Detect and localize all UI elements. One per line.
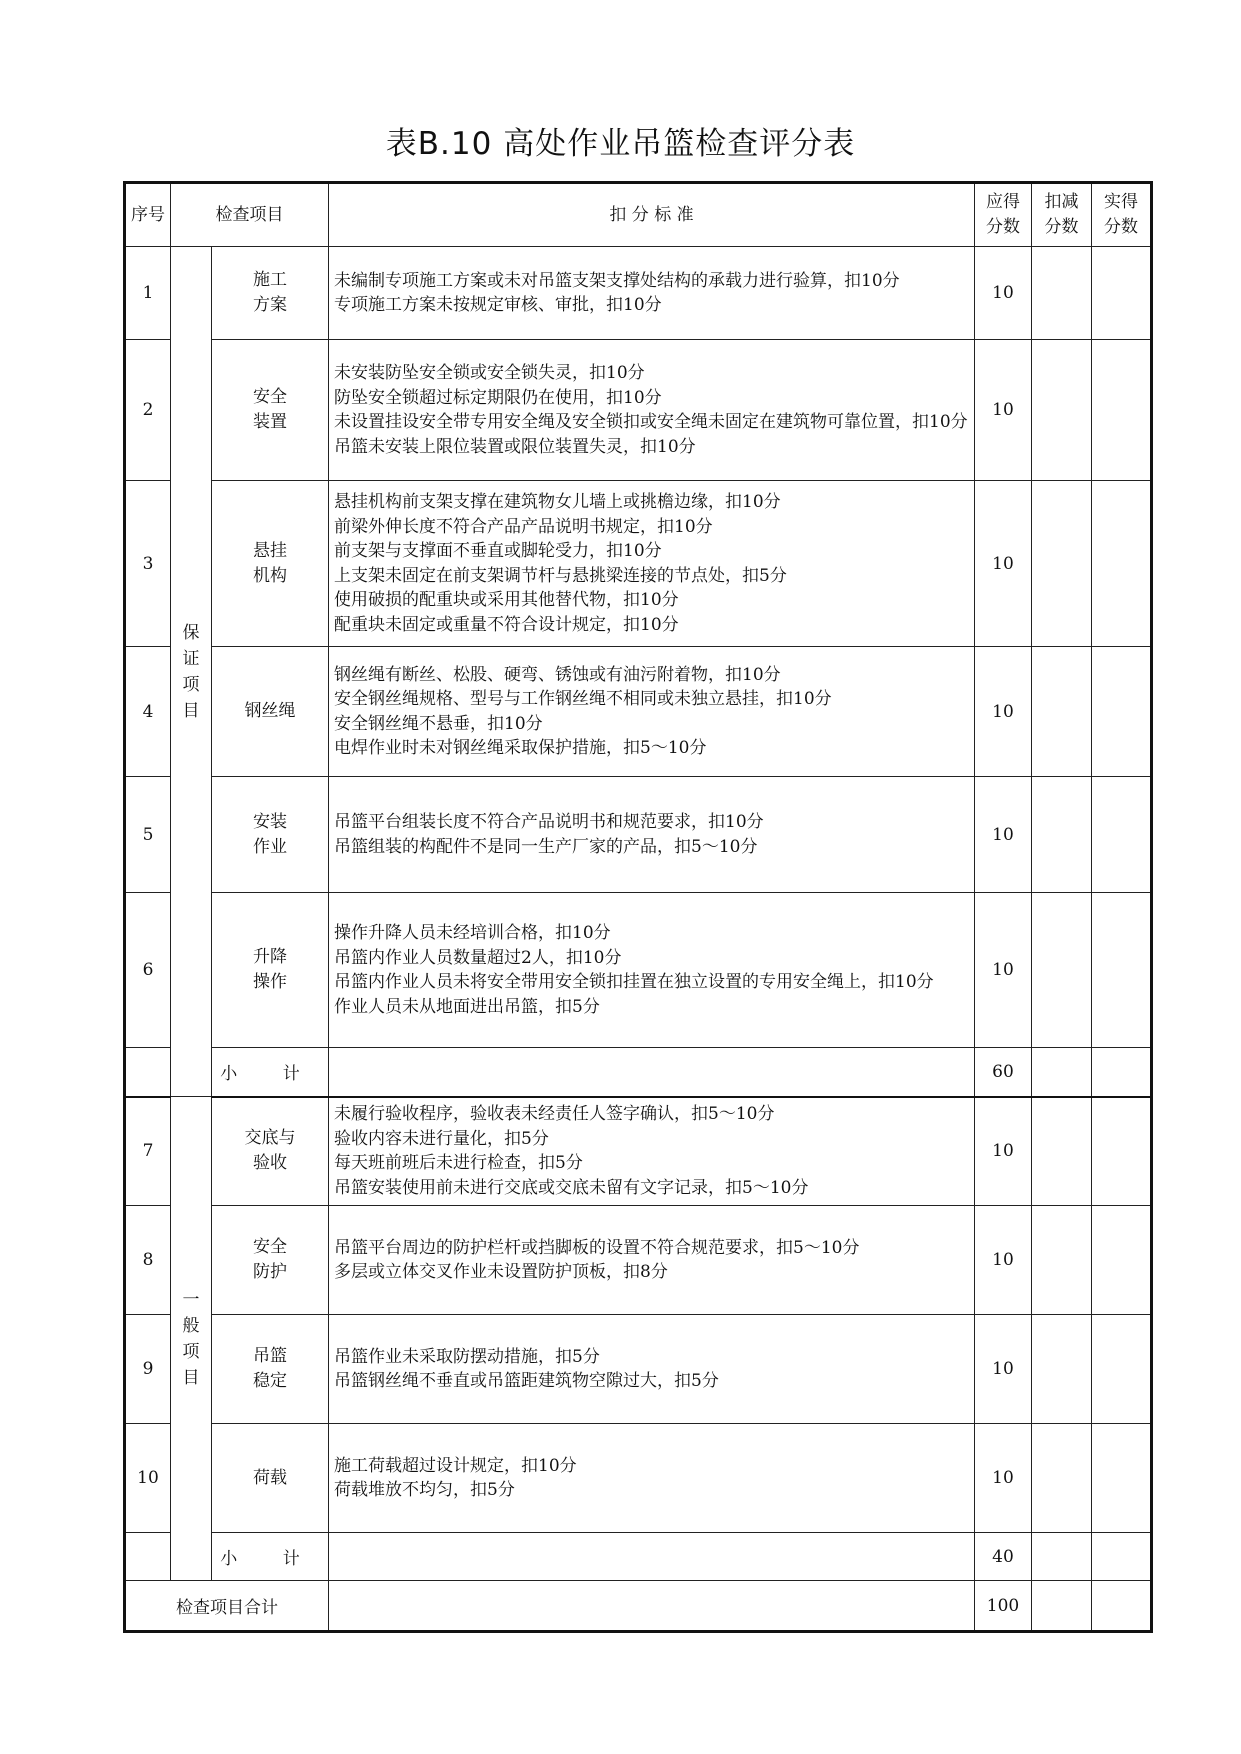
row-actual-score <box>1092 1424 1152 1533</box>
table-row <box>125 1206 1152 1315</box>
row-should-score: 10 <box>975 340 1032 481</box>
row-criteria: 施工荷载超过设计规定，扣10分 荷载堆放不均匀，扣5分 <box>329 1424 975 1533</box>
table-row <box>125 1424 1152 1533</box>
row-item-name: 安全防护 <box>212 1206 329 1315</box>
row-deduct-score <box>1032 1097 1092 1206</box>
table-row <box>125 1315 1152 1424</box>
row-actual-score <box>1092 647 1152 777</box>
row-should-score: 10 <box>975 647 1032 777</box>
row-item-name: 施工方案 <box>212 247 329 340</box>
total-row <box>125 1581 1152 1632</box>
header-deduct-score: 扣减分数 <box>1032 183 1092 247</box>
row-criteria: 未履行验收程序，验收表未经责任人签字确认，扣5～10分 验收内容未进行量化，扣5分 每天班前班后未进行检查，扣5分 吊篮安装使用前未进行交底或交底未留有文字记录，扣5～10分 <box>329 1097 975 1206</box>
table-row <box>125 247 1152 340</box>
header-actual-score: 实得分数 <box>1092 183 1152 247</box>
total-should-score: 100 <box>975 1581 1032 1632</box>
header-should-score: 应得分数 <box>975 183 1032 247</box>
row-deduct-score <box>1032 1533 1092 1581</box>
table-row <box>125 777 1152 893</box>
row-seq: 10 <box>125 1424 171 1533</box>
row-should-score: 10 <box>975 1206 1032 1315</box>
row-should-score: 10 <box>975 481 1032 647</box>
row-should-score: 10 <box>975 1424 1032 1533</box>
row-actual-score <box>1092 893 1152 1048</box>
subtotal-row <box>125 1048 1152 1097</box>
subtotal-row <box>125 1533 1152 1581</box>
row-criteria: 吊篮平台周边的防护栏杆或挡脚板的设置不符合规范要求，扣5～10分 多层或立体交叉作业未设置防护顶板，扣8分 <box>329 1206 975 1315</box>
row-criteria: 钢丝绳有断丝、松股、硬弯、锈蚀或有油污附着物，扣10分 安全钢丝绳规格、型号与工作钢丝绳不相同或未独立悬挂，扣10分 安全钢丝绳不悬垂，扣10分 电焊作业时未对钢丝绳采取保护措施，扣5～10分 <box>329 647 975 777</box>
row-seq: 4 <box>125 647 171 777</box>
row-criteria: 未安装防坠安全锁或安全锁失灵，扣10分 防坠安全锁超过标定期限仍在使用，扣10分 未设置挂设安全带专用安全绳及安全锁扣或安全绳未固定在建筑物可靠位置，扣10分 吊篮未安装上限位装置或限位装置失灵，扣10分 <box>329 340 975 481</box>
row-seq <box>125 1048 171 1097</box>
row-actual-score <box>1092 1206 1152 1315</box>
row-item-name: 钢丝绳 <box>212 647 329 777</box>
row-actual-score <box>1092 247 1152 340</box>
subtotal-general: 40 <box>975 1533 1032 1581</box>
row-deduct-score <box>1032 340 1092 481</box>
total-label: 检查项目合计 <box>125 1581 329 1632</box>
row-seq: 3 <box>125 481 171 647</box>
table-row <box>125 340 1152 481</box>
table-row <box>125 647 1152 777</box>
row-deduct-score <box>1032 1206 1092 1315</box>
subtotal-label: 小 计 <box>212 1048 329 1097</box>
row-actual-score <box>1092 1048 1152 1097</box>
row-should-score: 10 <box>975 247 1032 340</box>
subtotal-guarantee: 60 <box>975 1048 1032 1097</box>
row-criteria: 悬挂机构前支架支撑在建筑物女儿墙上或挑檐边缘，扣10分 前梁外伸长度不符合产品产品说明书规定，扣10分 前支架与支撑面不垂直或脚轮受力，扣10分 上支架未固定在前支架调节杆与悬挑梁连接的节点处，扣5分 使用破损的配重块或采用其他替代物，扣10分 配重块未固定或重量不符合设计规定，扣10分 <box>329 481 975 647</box>
table-row <box>125 893 1152 1048</box>
row-deduct-score <box>1032 893 1092 1048</box>
row-deduct-score <box>1032 1424 1092 1533</box>
row-criteria: 吊篮平台组装长度不符合产品说明书和规范要求，扣10分 吊篮组装的构配件不是同一生产厂家的产品，扣5～10分 <box>329 777 975 893</box>
row-deduct-score <box>1032 647 1092 777</box>
row-criteria <box>329 1048 975 1097</box>
row-item-name: 安装作业 <box>212 777 329 893</box>
row-deduct-score <box>1032 247 1092 340</box>
row-item-name: 安全装置 <box>212 340 329 481</box>
row-seq: 2 <box>125 340 171 481</box>
table-row <box>125 1097 1152 1206</box>
header-item: 检查项目 <box>171 183 329 247</box>
row-should-score: 10 <box>975 1097 1032 1206</box>
header-seq: 序号 <box>125 183 171 247</box>
row-deduct-score <box>1032 1581 1092 1632</box>
row-actual-score <box>1092 481 1152 647</box>
row-deduct-score <box>1032 1048 1092 1097</box>
row-should-score: 10 <box>975 893 1032 1048</box>
row-should-score: 10 <box>975 1315 1032 1424</box>
row-item-name: 悬挂机构 <box>212 481 329 647</box>
row-deduct-score <box>1032 481 1092 647</box>
table-row <box>125 481 1152 647</box>
row-criteria: 操作升降人员未经培训合格，扣10分 吊篮内作业人员数量超过2人，扣10分 吊篮内作业人员未将安全带用安全锁扣挂置在独立设置的专用安全绳上，扣10分 作业人员未从地面进出吊篮，扣5分 <box>329 893 975 1048</box>
row-seq: 5 <box>125 777 171 893</box>
row-seq: 7 <box>125 1097 171 1206</box>
category-guarantee: 保证项目 <box>171 247 212 1097</box>
row-should-score: 10 <box>975 777 1032 893</box>
row-item-name: 荷载 <box>212 1424 329 1533</box>
score-table <box>123 181 1153 1633</box>
row-actual-score <box>1092 1315 1152 1424</box>
row-deduct-score <box>1032 777 1092 893</box>
category-general: 一般项目 <box>171 1097 212 1581</box>
row-criteria <box>329 1533 975 1581</box>
row-criteria <box>329 1581 975 1632</box>
row-criteria: 未编制专项施工方案或未对吊篮支架支撑处结构的承载力进行验算，扣10分 专项施工方案未按规定审核、审批，扣10分 <box>329 247 975 340</box>
row-seq: 8 <box>125 1206 171 1315</box>
row-item-name: 升降操作 <box>212 893 329 1048</box>
page-title: 表B.10 高处作业吊篮检查评分表 <box>385 126 856 162</box>
row-seq <box>125 1533 171 1581</box>
row-seq: 1 <box>125 247 171 340</box>
row-item-name: 吊篮稳定 <box>212 1315 329 1424</box>
row-actual-score <box>1092 777 1152 893</box>
row-deduct-score <box>1032 1315 1092 1424</box>
header-criteria: 扣 分 标 准 <box>329 183 975 247</box>
row-item-name: 交底与验收 <box>212 1097 329 1206</box>
row-seq: 9 <box>125 1315 171 1424</box>
header-row <box>125 183 1152 247</box>
subtotal-label: 小 计 <box>212 1533 329 1581</box>
row-seq: 6 <box>125 893 171 1048</box>
row-actual-score <box>1092 340 1152 481</box>
row-actual-score <box>1092 1581 1152 1632</box>
row-criteria: 吊篮作业未采取防摆动措施，扣5分 吊篮钢丝绳不垂直或吊篮距建筑物空隙过大，扣5分 <box>329 1315 975 1424</box>
row-actual-score <box>1092 1097 1152 1206</box>
row-actual-score <box>1092 1533 1152 1581</box>
